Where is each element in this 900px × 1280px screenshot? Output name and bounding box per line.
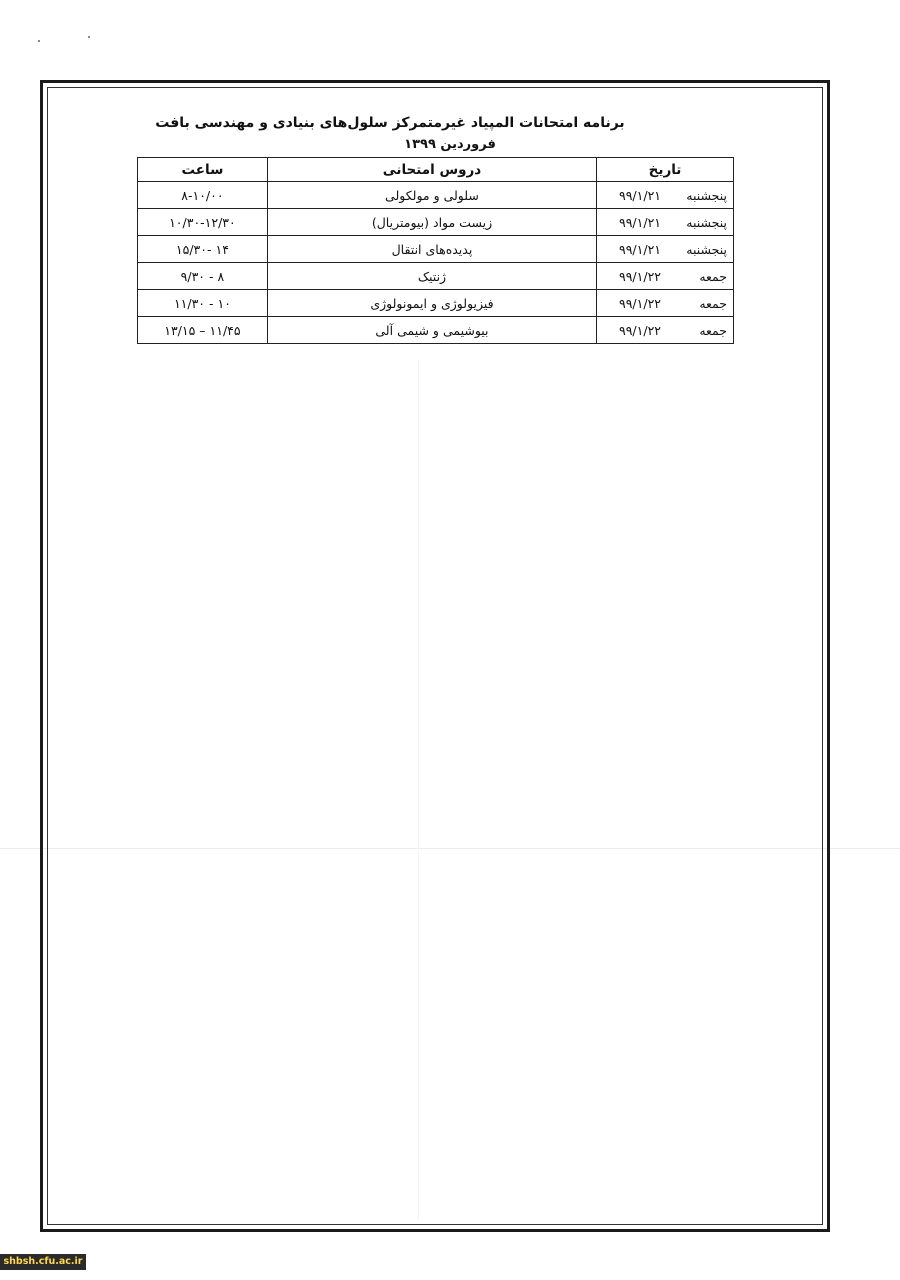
table-header-row (138, 158, 734, 182)
table-row (138, 236, 734, 263)
time-cell: ۱۴ -۱۵/۳۰ (138, 236, 268, 263)
site-url-badge[interactable]: shbsh.cfu.ac.ir (0, 1254, 86, 1270)
day-name: جمعه (699, 322, 727, 338)
time-cell: ۱۱/۴۵ – ۱۳/۱۵ (138, 317, 268, 344)
time-cell: ۱۰/۳۰-۱۲/۳۰ (138, 209, 268, 236)
course-cell: بیوشیمی و شیمی آلی (267, 317, 596, 344)
date-cell (597, 263, 734, 290)
scan-speck (88, 36, 90, 38)
table-row (138, 317, 734, 344)
course-cell: زیست مواد (بیومتریال) (267, 209, 596, 236)
document-title: برنامه امتحانات المپیاد غیرمتمرکز سلول‌های بنیادی و مهندسی بافت (155, 115, 625, 131)
date-cell (597, 317, 734, 344)
course-cell: فیزیولوژی و ایمونولوژی (267, 290, 596, 317)
table-row (138, 263, 734, 290)
exam-date: ۹۹/۱/۲۱ (619, 214, 661, 230)
table-row (138, 182, 734, 209)
time-cell: ۸ - ۹/۳۰ (138, 263, 268, 290)
header-date: تاریخ (597, 158, 734, 182)
day-name: جمعه (699, 295, 727, 311)
course-cell: سلولی و مولکولی (267, 182, 596, 209)
exam-date: ۹۹/۱/۲۲ (619, 295, 661, 311)
exam-date: ۹۹/۱/۲۲ (619, 268, 661, 284)
exam-date: ۹۹/۱/۲۲ (619, 322, 661, 338)
exam-date: ۹۹/۱/۲۱ (619, 241, 661, 257)
day-name: پنجشنبه (686, 187, 727, 203)
date-cell (597, 236, 734, 263)
date-cell (597, 182, 734, 209)
date-cell (597, 209, 734, 236)
scan-speck (38, 40, 40, 42)
table-row (138, 290, 734, 317)
day-name: پنجشنبه (686, 241, 727, 257)
document-subtitle: فروردین ۱۳۹۹ (404, 137, 496, 152)
time-cell: ۸-۱۰/۰۰ (138, 182, 268, 209)
day-name: پنجشنبه (686, 214, 727, 230)
header-course: دروس امتحانی (267, 158, 596, 182)
table-row (138, 209, 734, 236)
time-cell: ۱۰ - ۱۱/۳۰ (138, 290, 268, 317)
day-name: جمعه (699, 268, 727, 284)
exam-schedule-table (137, 157, 734, 344)
exam-date: ۹۹/۱/۲۱ (619, 187, 661, 203)
course-cell: ژنتیک (267, 263, 596, 290)
header-time: ساعت (138, 158, 268, 182)
course-cell: پدیده‌های انتقال (267, 236, 596, 263)
date-cell (597, 290, 734, 317)
